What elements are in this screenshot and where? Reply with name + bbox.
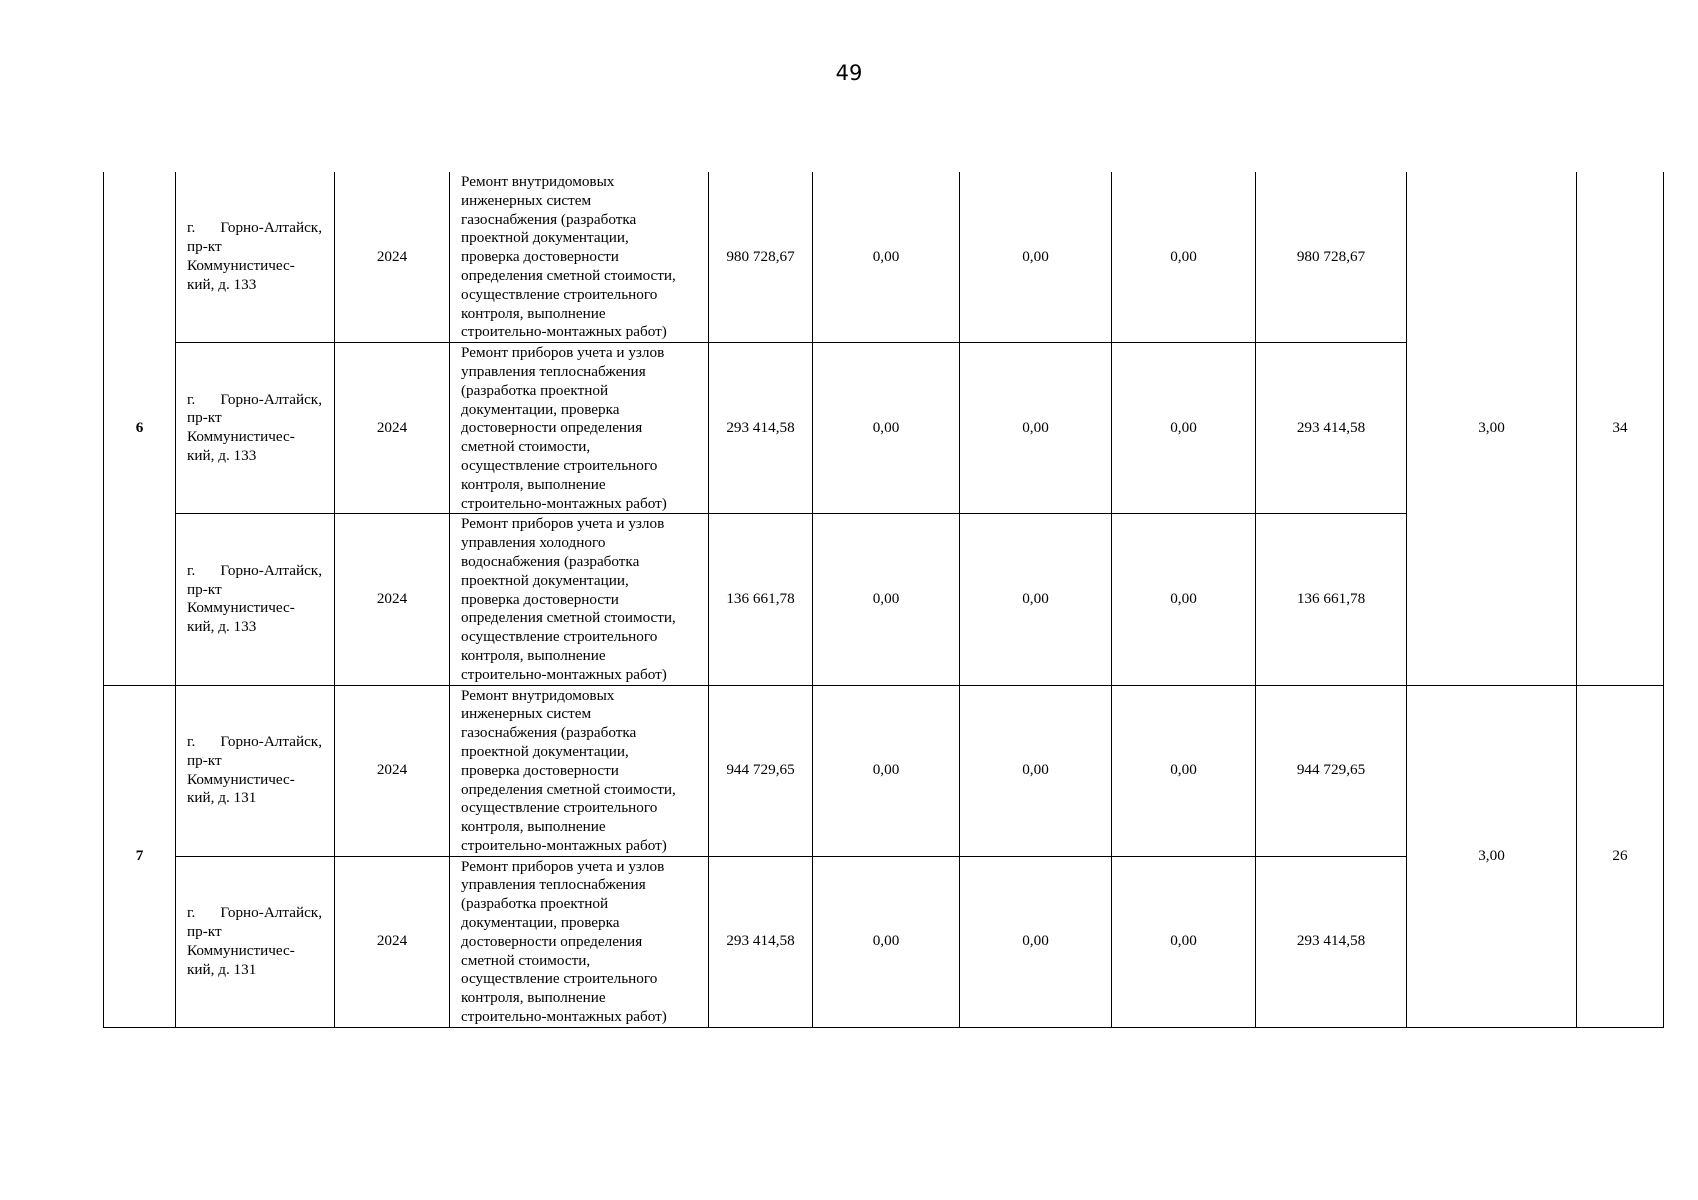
total-cost-cell: 136 661,78 xyxy=(709,514,813,685)
work-description-line: проверка достоверности xyxy=(461,248,619,266)
address-cell xyxy=(176,514,335,685)
address-line: кий, д. 133 xyxy=(187,618,257,636)
work-description-line: управления теплоснабжения xyxy=(461,876,646,894)
work-description-line: контроля, выполнение xyxy=(461,304,606,322)
address-line: кий, д. 131 xyxy=(187,960,257,978)
address-line: кий, д. 133 xyxy=(187,447,257,465)
fund-cell-1: 0,00 xyxy=(813,172,960,343)
total-cost-cell: 944 729,65 xyxy=(709,685,813,856)
address-cell xyxy=(176,856,335,1027)
work-description-line: проверка достоверности xyxy=(461,590,619,608)
work-description-line: инженерных систем xyxy=(461,705,592,723)
work-description-line: определения сметной стоимости, xyxy=(461,780,676,798)
work-description-line: сметной стоимости, xyxy=(461,438,591,456)
address-line: пр-кт xyxy=(187,580,222,598)
fund-cell-3: 0,00 xyxy=(1112,685,1256,856)
score-cell: 26 xyxy=(1577,685,1664,1027)
address-line: Коммунистичес- xyxy=(187,770,295,788)
work-description-line: сметной стоимости, xyxy=(461,951,591,969)
year-cell: 2024 xyxy=(335,172,450,343)
work-description-line: инженерных систем xyxy=(461,191,592,209)
fund-cell-1: 0,00 xyxy=(813,514,960,685)
work-description-line: (разработка проектной xyxy=(461,381,609,399)
work-description-line: (разработка проектной xyxy=(461,895,609,913)
fund-cell-1: 0,00 xyxy=(813,343,960,514)
address-line: Коммунистичес- xyxy=(187,428,295,446)
work-description-line: газоснабжения (разработка xyxy=(461,724,637,742)
total-cost-cell: 980 728,67 xyxy=(709,172,813,343)
fund-cell-1: 0,00 xyxy=(813,856,960,1027)
address-line: Коммунистичес- xyxy=(187,941,295,959)
score-cell: 34 xyxy=(1577,172,1664,685)
fund-cell-2: 0,00 xyxy=(960,514,1112,685)
table-row xyxy=(104,685,1664,856)
fund-cell-3: 0,00 xyxy=(1112,514,1256,685)
work-description-line: Ремонт приборов учета и узлов xyxy=(461,515,665,533)
year-cell: 2024 xyxy=(335,856,450,1027)
work-description-line: контроля, выполнение xyxy=(461,646,606,664)
work-description-line: документации, проверка xyxy=(461,400,620,418)
work-description-line: определения сметной стоимости, xyxy=(461,266,676,284)
total-cost-cell: 293 414,58 xyxy=(709,343,813,514)
address-line: пр-кт xyxy=(187,238,222,256)
address-line: кий, д. 131 xyxy=(187,789,257,807)
work-description-line: управления теплоснабжения xyxy=(461,362,646,380)
address-cell xyxy=(176,343,335,514)
work-description-line: контроля, выполнение xyxy=(461,989,606,1007)
year-cell: 2024 xyxy=(335,514,450,685)
work-description-line: проектной документации, xyxy=(461,742,629,760)
fund-cell-4: 980 728,67 xyxy=(1256,172,1407,343)
work-description-line: строительно-монтажных работ) xyxy=(461,836,667,854)
work-description-line: достоверности определения xyxy=(461,419,643,437)
table-row xyxy=(104,172,1664,343)
work-description-line: проектной документации, xyxy=(461,571,629,589)
work-description-cell xyxy=(450,343,709,514)
work-description-cell xyxy=(450,685,709,856)
address-line: пр-кт xyxy=(187,922,222,940)
work-description-line: Ремонт приборов учета и узлов xyxy=(461,857,665,875)
work-description-line: Ремонт внутридомовых xyxy=(461,173,615,190)
address-cell xyxy=(176,685,335,856)
address-line: пр-кт xyxy=(187,409,222,427)
coefficient-cell: 3,00 xyxy=(1407,685,1577,1027)
group-number: 6 xyxy=(104,172,176,685)
work-description-cell xyxy=(450,172,709,343)
work-description-line: строительно-монтажных работ) xyxy=(461,1008,667,1026)
address-line: Коммунистичес- xyxy=(187,257,295,275)
fund-cell-3: 0,00 xyxy=(1112,856,1256,1027)
address-line: г. Горно-Алтайск, xyxy=(187,219,322,237)
address-line: г. Горно-Алтайск, xyxy=(187,904,322,922)
work-description-line: водоснабжения (разработка xyxy=(461,552,640,570)
fund-cell-4: 136 661,78 xyxy=(1256,514,1407,685)
work-description-line: документации, проверка xyxy=(461,914,620,932)
work-description-line: осуществление строительного xyxy=(461,628,658,646)
address-line: г. Горно-Алтайск, xyxy=(187,561,322,579)
work-description-line: управления холодного xyxy=(461,534,606,552)
coefficient-cell: 3,00 xyxy=(1407,172,1577,685)
fund-cell-4: 944 729,65 xyxy=(1256,685,1407,856)
total-cost-cell: 293 414,58 xyxy=(709,856,813,1027)
work-description-line: контроля, выполнение xyxy=(461,475,606,493)
fund-cell-2: 0,00 xyxy=(960,343,1112,514)
work-description-line: Ремонт внутридомовых xyxy=(461,686,615,704)
fund-cell-4: 293 414,58 xyxy=(1256,343,1407,514)
work-description-line: строительно-монтажных работ) xyxy=(461,494,667,512)
fund-cell-2: 0,00 xyxy=(960,172,1112,343)
year-cell: 2024 xyxy=(335,343,450,514)
address-line: Коммунистичес- xyxy=(187,599,295,617)
year-cell: 2024 xyxy=(335,685,450,856)
work-description-cell xyxy=(450,856,709,1027)
fund-cell-3: 0,00 xyxy=(1112,172,1256,343)
work-description-line: достоверности определения xyxy=(461,932,643,950)
work-description-line: определения сметной стоимости, xyxy=(461,609,676,627)
work-description-line: проектной документации, xyxy=(461,229,629,247)
work-description-line: строительно-монтажных работ) xyxy=(461,323,667,341)
work-description-line: осуществление строительного xyxy=(461,970,658,988)
page-number: 49 xyxy=(835,61,863,85)
work-description-line: контроля, выполнение xyxy=(461,818,606,836)
work-description-line: осуществление строительного xyxy=(461,799,658,817)
address-line: г. Горно-Алтайск, xyxy=(187,390,322,408)
fund-cell-2: 0,00 xyxy=(960,856,1112,1027)
fund-cell-3: 0,00 xyxy=(1112,343,1256,514)
address-line: кий, д. 133 xyxy=(187,275,257,293)
program-table xyxy=(103,172,1664,1028)
work-description-line: осуществление строительного xyxy=(461,285,658,303)
fund-cell-2: 0,00 xyxy=(960,685,1112,856)
address-line: г. Горно-Алтайск, xyxy=(187,733,322,750)
work-description-line: строительно-монтажных работ) xyxy=(461,665,667,683)
work-description-line: газоснабжения (разработка xyxy=(461,210,637,228)
address-line: пр-кт xyxy=(187,751,222,769)
work-description-line: проверка достоверности xyxy=(461,761,619,779)
work-description-cell xyxy=(450,514,709,685)
address-cell xyxy=(176,172,335,343)
work-description-line: Ремонт приборов учета и узлов xyxy=(461,344,665,362)
table-body xyxy=(104,172,1664,1027)
work-description-line: осуществление строительного xyxy=(461,456,658,474)
group-number: 7 xyxy=(104,685,176,1027)
fund-cell-4: 293 414,58 xyxy=(1256,856,1407,1027)
fund-cell-1: 0,00 xyxy=(813,685,960,856)
